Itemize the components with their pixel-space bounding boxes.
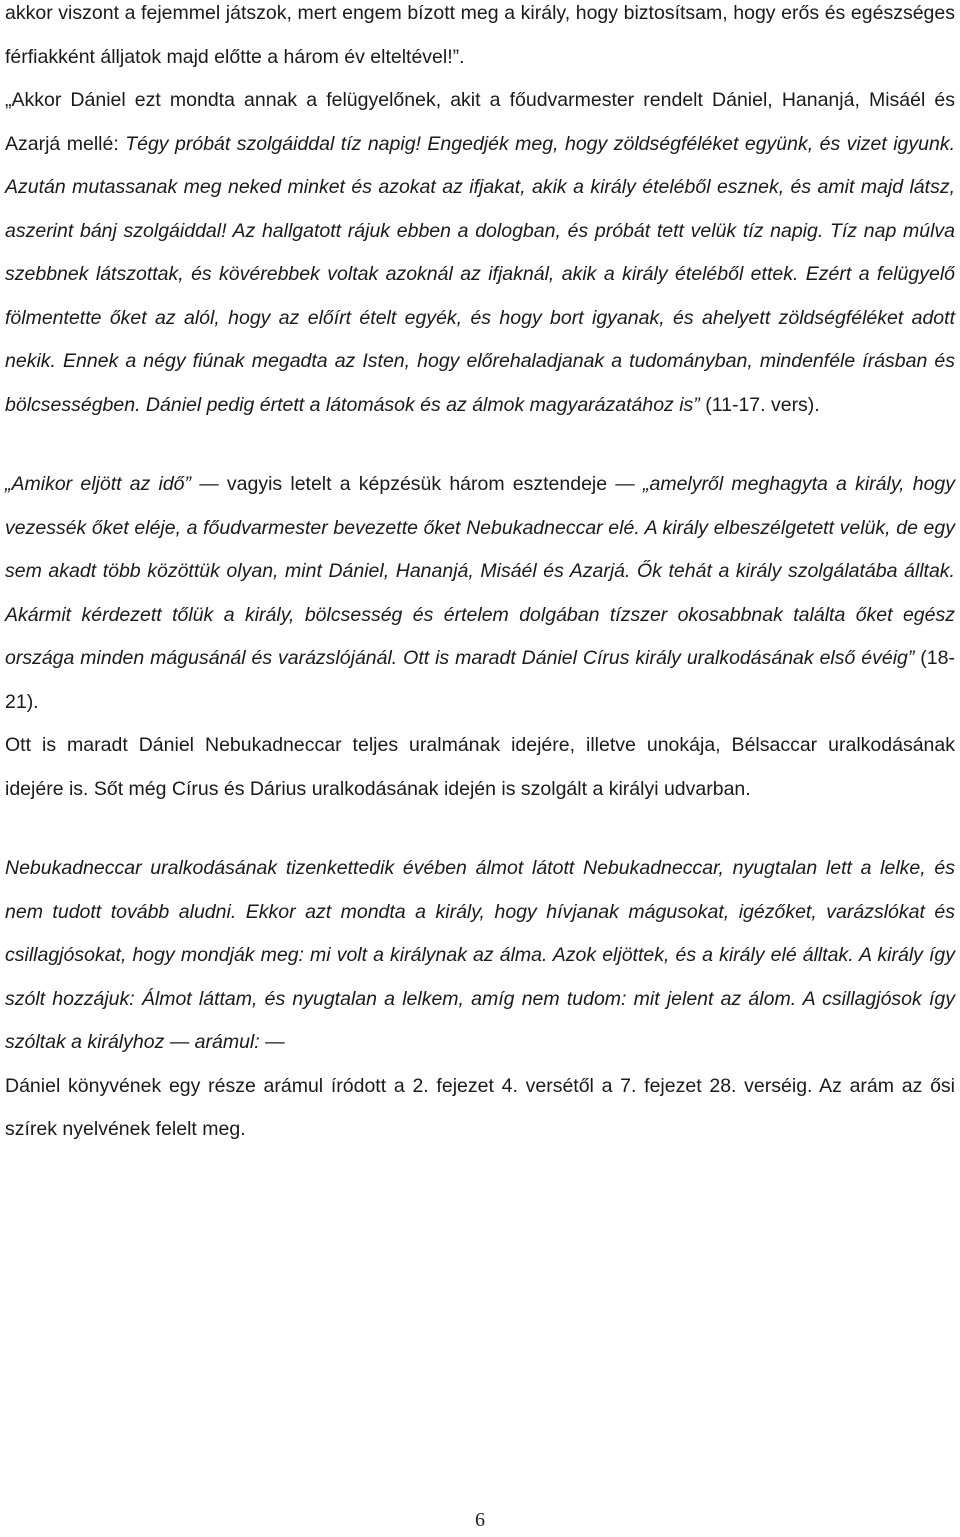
paragraph-4 [5,724,955,811]
italic-text-run: Ott is maradt Dániel Círus király uralkodásának első évéig” [397,647,915,669]
italic-text-run: Az hallgatott rájuk ebben a dologban, és próbát tett velük tíz napig. [226,219,824,242]
italic-text-run: „Amikor eljött az idő” [5,473,192,495]
page-number: 6 [475,1509,485,1531]
paragraph-5 [5,847,955,1065]
text-run: Dániel könyvének egy része arámul íródott a 2. fejezet 4. versétől a 7. fejezet 28. verséig. Az arám az ősi szírek nyelvének felelt meg. [5,1074,955,1140]
italic-text-run: Dániel pedig értett a látomások és az álmok magyarázatához is” [140,393,700,416]
italic-text-run: Ők tehát a király szolgálatába álltak. Akármit kérdezett tőlük a király, bölcsesség és értelem dolgában tízszer okosabbnak találta őket egész országa minden mágusánál és varázslójánál. [5,560,955,669]
text-run: akkor viszont a fejemmel játszok, mert engem bízott meg a király, hogy biztosítsam, hogy erős és egészséges férfiakként álljatok majd előtte a három év elteltével!”. [5,2,955,68]
paragraph-2 [5,79,955,427]
italic-text-run: Azok eljöttek, és a király elé álltak. [547,944,854,966]
paragraph-1 [5,0,955,79]
italic-text-run: Engedjék meg, hogy zöldségféléket együnk, és vizet igyunk. Azután mutassanak meg neked minket és azokat az ifjakat, akik a király ételéből esznek, és amit majd látsz, aszerint bánj szolgáiddal! [5,132,955,242]
italic-text-run: A király elbeszélgetett velük, de egy sem akadt több közöttük olyan, mint Dániel, Hananjá, Misáél és Azarjá. [5,516,955,582]
italic-text-run: A csillagjósok így szóltak a királyhoz ― [5,987,955,1053]
italic-text-run: A király így szólt hozzájuk: Álmot láttam, és nyugtalan a lelkem, amíg nem tudom: mit jelent az álom. [5,944,956,1010]
italic-text-run: Ezért a felügyelő fölmentette őket az alól, hogy az előírt ételt egyék, és hogy bort igyanak, és ahelyett zöldségféléket adott nekik. [5,263,955,372]
text-run: (18-21). [5,647,955,713]
italic-text-run: Tégy próbát szolgáiddal tíz napig! [125,132,421,155]
text-run: (11-17. vers). [699,393,820,416]
paragraph-6 [5,1065,955,1152]
text-run: ― [259,1031,285,1053]
italic-text-run: Ekkor azt mondta a király, hogy hívjanak mágusokat, igézőket, varázslókat és csillagjósokat, hogy mondják meg: mi volt a királynak az álma. [5,900,955,966]
italic-text-run: Tíz nap múlva szebbnek látszottak, és kövérebbek voltak azoknál az ifjaknál, akik a király ételéből ettek. [5,219,955,285]
italic-text-run: arámul: [194,1031,260,1053]
text-run: „Akkor Dániel ezt mondta annak a felügyelőnek, akit a főudvarmester rendelt Dániel, Hananjá, Misáél és Azarjá mellé: [5,89,955,155]
italic-text-run: „amelyről meghagyta a király, hogy vezessék őket eléje, a főudvarmester bevezette őket Nebukadneccar elé. [5,473,956,539]
italic-text-run: Nebukadneccar uralkodásának tizenkettedik évében álmot látott Nebukadneccar, nyugtalan lett a lelke, és nem tudott tovább aludni. [5,857,955,923]
text-run: Ott is maradt Dániel Nebukadneccar teljes uralmának idejére, illetve unokája, Bélsaccar uralkodásának idejére is. Sőt még Círus és Dárius uralkodásának idején is szolgált a királyi udvarban. [5,734,955,800]
document-page [5,0,955,1152]
paragraph-3 [5,463,955,724]
italic-text-run: Ennek a négy fiúnak megadta az Isten, hogy előrehaladjanak a tudományban, mindenféle írásban és bölcsességben. [5,350,955,416]
text-run: ― vagyis letelt a képzésük három esztendeje ― [191,473,643,495]
